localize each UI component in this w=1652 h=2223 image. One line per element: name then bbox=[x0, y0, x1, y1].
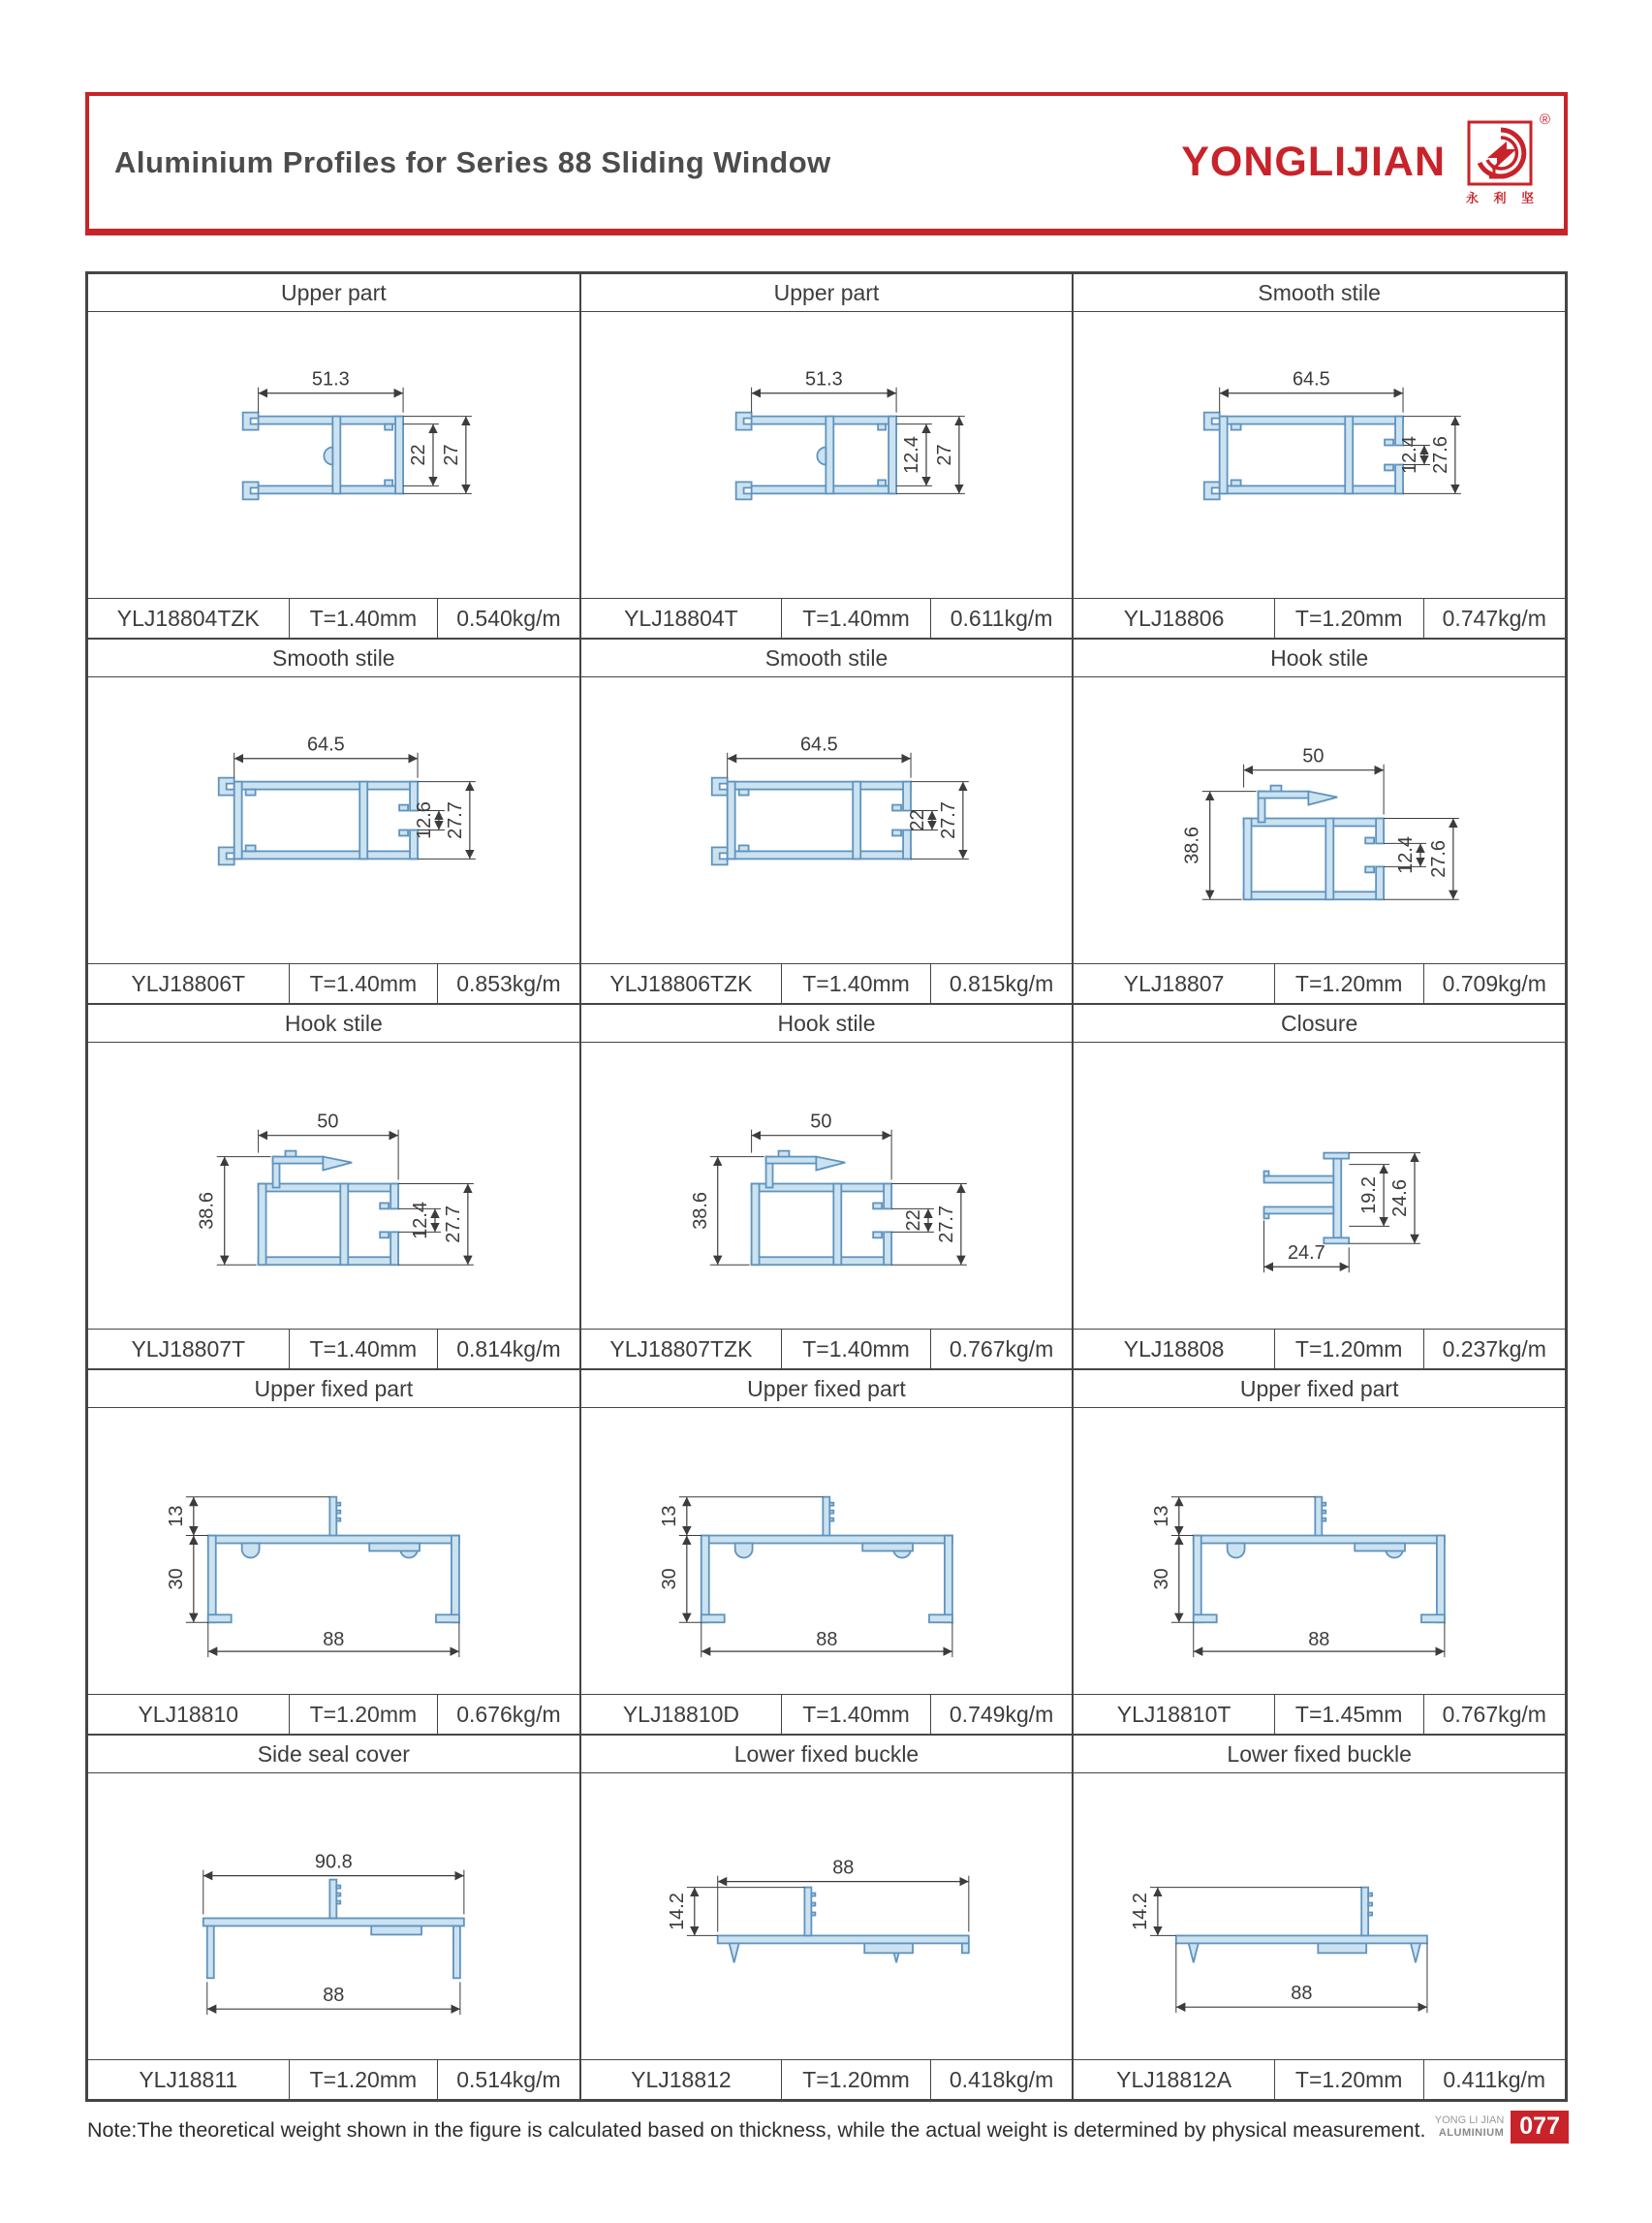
thickness: T=1.20mm bbox=[289, 1695, 439, 1734]
weight: 0.749kg/m bbox=[949, 1701, 1054, 1727]
dim-width-inner: 88 bbox=[323, 1985, 345, 2007]
weight: 0.709kg/m bbox=[1442, 970, 1546, 996]
thickness: T=1.40mm bbox=[781, 1330, 931, 1368]
dim-width: 88 bbox=[815, 1629, 838, 1651]
thickness: T=1.40mm bbox=[781, 599, 931, 638]
weight: 0.611kg/m bbox=[950, 605, 1053, 631]
profile-drawing bbox=[581, 677, 1073, 963]
model-number: YLJ18807TZK bbox=[609, 1335, 753, 1362]
weight: 0.676kg/m bbox=[456, 1701, 561, 1727]
weight: 0.767kg/m bbox=[1442, 1701, 1546, 1727]
dim-height: 38.6 bbox=[1182, 827, 1204, 864]
page-number-badge: 077 bbox=[1511, 2111, 1569, 2144]
profile-cell-ylj18810t bbox=[1073, 1369, 1566, 1735]
profile-data-row bbox=[88, 1329, 579, 1368]
dim-height: 30 bbox=[165, 1568, 187, 1590]
dim-width: 24.7 bbox=[1288, 1242, 1326, 1265]
model-number: YLJ18807T bbox=[131, 1335, 246, 1362]
brand-cn-char: 坚 bbox=[1520, 190, 1534, 205]
dim-outer: 27.7 bbox=[444, 801, 466, 839]
thickness: T=1.20mm bbox=[781, 2060, 931, 2099]
dim-inner: 12.4 bbox=[410, 1201, 432, 1239]
dim-outer: 27.7 bbox=[937, 801, 959, 839]
profile-data-row bbox=[581, 2059, 1073, 2099]
dim-height: 30 bbox=[1151, 1568, 1173, 1590]
profile-cell-ylj18804t bbox=[580, 273, 1074, 639]
dim-width: 88 bbox=[323, 1629, 345, 1651]
profile-data-row bbox=[88, 598, 579, 638]
profile-title: Side seal cover bbox=[88, 1736, 579, 1773]
thickness: T=1.20mm bbox=[1274, 2060, 1424, 2099]
brand-logo bbox=[1181, 110, 1550, 206]
footer-brand-line2: ALUMINIUM bbox=[1438, 2127, 1505, 2139]
dim-height: 38.6 bbox=[689, 1192, 711, 1230]
profile-drawing bbox=[581, 1408, 1073, 1694]
profile-title: Smooth stile bbox=[88, 640, 579, 677]
dim-inner: 12.4 bbox=[900, 436, 922, 474]
profile-cell-ylj18807t bbox=[87, 1004, 580, 1369]
cross-section-diagram bbox=[581, 1773, 1073, 2059]
profile-drawing bbox=[88, 1408, 579, 1694]
dim-outer: 27.7 bbox=[935, 1205, 957, 1243]
profile-data-row bbox=[1074, 1329, 1565, 1368]
weight: 0.418kg/m bbox=[949, 2066, 1054, 2092]
profile-data-row bbox=[581, 1694, 1073, 1734]
profile-cell-ylj18812a bbox=[1073, 1735, 1566, 2100]
dim-height: 14.2 bbox=[1130, 1893, 1152, 1930]
profile-drawing bbox=[581, 312, 1073, 598]
dim-height: 30 bbox=[658, 1568, 680, 1590]
dim-outer: 27 bbox=[440, 444, 462, 466]
dim-width-outer: 90.8 bbox=[314, 1851, 353, 1873]
dim-fin: 13 bbox=[658, 1505, 680, 1527]
profile-cell-ylj18812 bbox=[580, 1735, 1074, 2100]
profile-cell-ylj18811 bbox=[87, 1735, 580, 2100]
profile-drawing bbox=[88, 1773, 579, 2059]
yonglijian-emblem-icon bbox=[1466, 119, 1534, 187]
profile-cell-ylj18806tzk bbox=[580, 639, 1074, 1004]
weight: 0.237kg/m bbox=[1442, 1335, 1546, 1362]
model-number: YLJ18804TZK bbox=[116, 605, 260, 631]
profile-drawing bbox=[88, 1043, 579, 1329]
weight: 0.853kg/m bbox=[456, 970, 561, 996]
profiles-grid bbox=[85, 271, 1568, 2102]
thickness: T=1.20mm bbox=[289, 2060, 439, 2099]
thickness: T=1.40mm bbox=[781, 1695, 931, 1734]
footer-brand-page bbox=[1435, 2111, 1569, 2144]
cross-section-diagram bbox=[1074, 1773, 1565, 2059]
cross-section-diagram bbox=[581, 677, 1073, 963]
profile-title: Upper fixed part bbox=[88, 1370, 579, 1408]
profile-data-row bbox=[88, 2059, 579, 2099]
registered-trademark-icon: ® bbox=[1539, 110, 1550, 128]
cross-section-diagram bbox=[1074, 1408, 1565, 1694]
profile-title: Smooth stile bbox=[1074, 274, 1565, 312]
profile-data-row bbox=[581, 963, 1073, 1003]
dim-outer: 27.6 bbox=[1430, 436, 1452, 474]
dim-outer: 24.6 bbox=[1389, 1179, 1412, 1217]
page-header bbox=[85, 92, 1568, 235]
profile-data-row bbox=[1074, 963, 1565, 1003]
dim-width: 50 bbox=[317, 1111, 339, 1133]
profile-title: Smooth stile bbox=[581, 640, 1073, 677]
profile-drawing bbox=[88, 312, 579, 598]
profile-drawing bbox=[1074, 1043, 1565, 1329]
profile-cell-ylj18807 bbox=[1073, 639, 1566, 1004]
profile-data-row bbox=[1074, 598, 1565, 638]
thickness: T=1.20mm bbox=[1274, 1330, 1424, 1368]
dim-inner: 19.2 bbox=[1358, 1176, 1381, 1214]
weight: 0.514kg/m bbox=[456, 2066, 561, 2092]
dim-width: 88 bbox=[1308, 1629, 1330, 1651]
dim-inner: 22 bbox=[906, 809, 928, 831]
profile-drawing bbox=[88, 677, 579, 963]
dim-height: 14.2 bbox=[666, 1893, 688, 1930]
model-number: YLJ18810 bbox=[138, 1701, 239, 1727]
profile-title: Lower fixed buckle bbox=[581, 1736, 1073, 1773]
page-title: Aluminium Profiles for Series 88 Sliding Window bbox=[114, 144, 831, 179]
profile-drawing bbox=[581, 1773, 1073, 2059]
model-number: YLJ18807 bbox=[1123, 970, 1225, 996]
dim-fin: 13 bbox=[165, 1505, 187, 1527]
profile-data-row bbox=[88, 1694, 579, 1734]
dim-inner: 22 bbox=[408, 444, 430, 466]
profile-data-row bbox=[581, 598, 1073, 638]
footer-brand-line1: YONG LI JIAN bbox=[1434, 2114, 1505, 2126]
profile-cell-ylj18804tzk bbox=[87, 273, 580, 639]
profile-title: Upper part bbox=[88, 274, 579, 312]
brand-chinese-name bbox=[1466, 188, 1534, 206]
brand-logo-mark bbox=[1465, 110, 1550, 206]
model-number: YLJ18810T bbox=[1116, 1701, 1231, 1727]
model-number: YLJ18812 bbox=[631, 2066, 732, 2092]
dim-height: 38.6 bbox=[196, 1192, 218, 1230]
dim-fin: 13 bbox=[1151, 1505, 1173, 1527]
model-number: YLJ18804T bbox=[624, 605, 738, 631]
thickness: T=1.40mm bbox=[289, 1330, 439, 1368]
cross-section-diagram bbox=[581, 1408, 1073, 1694]
cross-section-diagram bbox=[581, 1043, 1073, 1329]
dim-outer: 27.6 bbox=[1428, 839, 1450, 878]
model-number: YLJ18810D bbox=[622, 1701, 740, 1727]
model-number: YLJ18812A bbox=[1116, 2066, 1232, 2092]
model-number: YLJ18808 bbox=[1123, 1335, 1225, 1362]
cross-section-diagram bbox=[88, 1408, 579, 1694]
cross-section-diagram bbox=[1074, 1043, 1565, 1329]
profile-cell-ylj18806t bbox=[87, 639, 580, 1004]
profile-drawing bbox=[581, 1043, 1073, 1329]
weight: 0.815kg/m bbox=[949, 970, 1054, 996]
profile-drawing bbox=[1074, 312, 1565, 598]
model-number: YLJ18811 bbox=[139, 2066, 238, 2092]
dim-width: 88 bbox=[1291, 1983, 1313, 2005]
brand-cn-char: 永 bbox=[1466, 190, 1480, 205]
profile-title: Hook stile bbox=[1074, 640, 1565, 677]
profile-cell-ylj18808 bbox=[1073, 1004, 1566, 1369]
cross-section-diagram bbox=[581, 312, 1073, 598]
thickness: T=1.40mm bbox=[289, 599, 439, 638]
dim-outer: 27 bbox=[933, 444, 955, 466]
profile-title: Hook stile bbox=[88, 1005, 579, 1043]
profile-title: Lower fixed buckle bbox=[1074, 1736, 1565, 1773]
weight: 0.767kg/m bbox=[949, 1335, 1054, 1362]
dim-width: 64.5 bbox=[1293, 368, 1331, 391]
model-number: YLJ18806TZK bbox=[609, 970, 753, 996]
model-number: YLJ18806 bbox=[1123, 605, 1225, 631]
thickness: T=1.45mm bbox=[1274, 1695, 1424, 1734]
cross-section-diagram bbox=[88, 1043, 579, 1329]
profile-data-row bbox=[88, 963, 579, 1003]
weight: 0.814kg/m bbox=[456, 1335, 561, 1362]
profile-cell-ylj18806 bbox=[1073, 273, 1566, 639]
weight: 0.540kg/m bbox=[456, 605, 561, 631]
profile-title: Upper part bbox=[581, 274, 1073, 312]
footer-brand-text bbox=[1435, 2114, 1505, 2140]
profile-data-row bbox=[1074, 2059, 1565, 2099]
thickness: T=1.40mm bbox=[781, 964, 931, 1003]
profile-title: Closure bbox=[1074, 1005, 1565, 1043]
profile-drawing bbox=[1074, 1408, 1565, 1694]
profile-drawing bbox=[1074, 677, 1565, 963]
profile-cell-ylj18807tzk bbox=[580, 1004, 1074, 1369]
dim-width: 64.5 bbox=[799, 734, 838, 756]
cross-section-diagram bbox=[1074, 312, 1565, 598]
dim-width: 50 bbox=[1302, 745, 1325, 767]
dim-inner: 12.6 bbox=[413, 801, 435, 839]
profile-title: Hook stile bbox=[581, 1005, 1073, 1043]
cross-section-diagram bbox=[88, 312, 579, 598]
profile-cell-ylj18810d bbox=[580, 1369, 1074, 1735]
brand-cn-char: 利 bbox=[1493, 190, 1507, 205]
thickness: T=1.20mm bbox=[1274, 599, 1424, 638]
cross-section-diagram bbox=[1074, 677, 1565, 963]
dim-width: 51.3 bbox=[804, 368, 843, 391]
dim-outer: 27.7 bbox=[442, 1205, 464, 1243]
footer-note: Note:The theoretical weight shown in the figure is calculated based on thickness, while the actual weight is determined by physical measurement. bbox=[87, 2118, 1426, 2142]
profile-data-row bbox=[1074, 1694, 1565, 1734]
dim-width: 64.5 bbox=[306, 734, 345, 756]
profile-cell-ylj18810 bbox=[87, 1369, 580, 1735]
cross-section-diagram bbox=[88, 677, 579, 963]
weight: 0.747kg/m bbox=[1442, 605, 1546, 631]
dim-inner: 12.4 bbox=[1395, 835, 1418, 874]
dim-width: 88 bbox=[831, 1857, 855, 1879]
dim-width: 50 bbox=[809, 1111, 832, 1133]
cross-section-diagram bbox=[88, 1773, 579, 2059]
profile-title: Upper fixed part bbox=[581, 1370, 1073, 1408]
brand-name: YONGLIJIAN bbox=[1181, 139, 1446, 185]
thickness: T=1.40mm bbox=[289, 964, 439, 1003]
dim-width: 51.3 bbox=[311, 368, 350, 391]
profile-drawing bbox=[1074, 1773, 1565, 2059]
dim-inner: 12.4 bbox=[1399, 436, 1421, 474]
model-number: YLJ18806T bbox=[131, 970, 246, 996]
dim-inner: 22 bbox=[902, 1209, 924, 1232]
profile-data-row bbox=[581, 1329, 1073, 1368]
thickness: T=1.20mm bbox=[1274, 964, 1424, 1003]
weight: 0.411kg/m bbox=[1443, 2066, 1546, 2092]
profile-title: Upper fixed part bbox=[1074, 1370, 1565, 1408]
